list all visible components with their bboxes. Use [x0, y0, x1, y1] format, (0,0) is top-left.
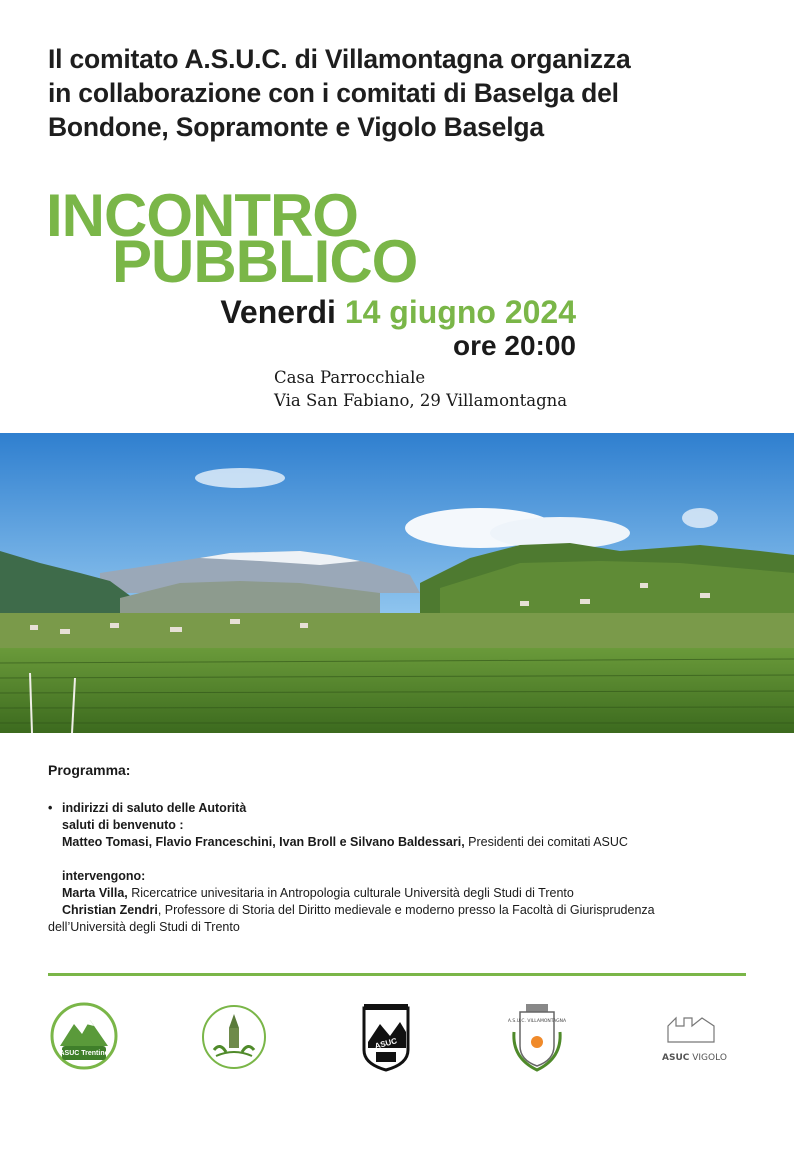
bullet-dot: •	[48, 801, 53, 815]
presidents-line	[62, 834, 758, 851]
event-time: ore 20:00	[453, 330, 576, 361]
venue-address: Via San Fabiano, 29 Villamontagna	[274, 391, 568, 410]
asuc-vigolo-label-2: VIGOLO	[692, 1053, 727, 1063]
event-day: Venerdi	[220, 294, 336, 330]
program-heading: Programma:	[48, 762, 131, 778]
event-date	[220, 294, 576, 330]
shield-logo	[360, 1002, 412, 1077]
greeting-line: indirizzi di saluto delle Autorità	[62, 801, 247, 815]
landscape-illustration	[0, 433, 794, 733]
speaker-1-role: Ricercatrice univesitaria in Antropologia culturale Università degli Studi di Trento	[127, 886, 574, 900]
villamontagna-crest-label: A.S.U.C. VILLAMONTAGNA	[507, 1019, 567, 1024]
asuc-trentine-label: ASUC Trentine	[59, 1050, 109, 1057]
speaker-1	[62, 885, 758, 902]
speakers-heading: intervengono:	[62, 869, 146, 883]
asuc-trentine-logo	[50, 1002, 118, 1075]
asuc-vigolo-label	[662, 1053, 727, 1063]
program-list-item	[48, 800, 758, 919]
intro-line-1: Il comitato A.S.U.C. di Villamontagna organizza	[48, 44, 631, 74]
speaker-2-role: , Professore di Storia del Diritto medievale e moderno presso la Facoltà di Giurisprudenza	[157, 903, 655, 917]
speaker-2	[62, 902, 758, 919]
speaker-2-role-cont: dell’Università degli Studi di Trento	[48, 920, 240, 934]
asuc-vigolo-label-1: ASUC	[662, 1053, 690, 1063]
presidents-names: Matteo Tomasi, Flavio Franceschini, Ivan Broll e Silvano Baldessari,	[62, 835, 465, 849]
welcome-line: saluti di benvenuto :	[62, 818, 184, 832]
speaker-2-name: Christian Zendri	[62, 903, 158, 917]
asuc-vigolo-logo	[662, 1012, 727, 1063]
divider-rule	[48, 973, 746, 976]
villamontagna-crest-logo	[508, 1002, 566, 1079]
intro-line-3: Bondone, Sopramonte e Vigolo Baselga	[48, 112, 544, 142]
intro-line-2: in collaborazione con i comitati di Baselga del	[48, 78, 619, 108]
speaker-1-name: Marta Villa,	[62, 886, 128, 900]
church-logo	[200, 1004, 268, 1075]
event-title-line-1: INCONTRO	[46, 182, 358, 249]
event-date-value: 14 giugno 2024	[344, 294, 576, 330]
event-title-line-2: PUBBLICO	[112, 228, 418, 295]
photo-credit: © Matteo Ianeselli / Wikimedia Commons / CC-BY-SA-4.0 & GFDL	[510, 1151, 746, 1160]
program-section	[48, 762, 758, 936]
event-venue	[274, 366, 567, 412]
presidents-role: Presidenti dei comitati ASUC	[464, 835, 628, 849]
shield-label: ASUC	[373, 1036, 398, 1051]
venue-name: Casa Parrocchiale	[274, 368, 426, 387]
intro-text	[48, 42, 748, 144]
